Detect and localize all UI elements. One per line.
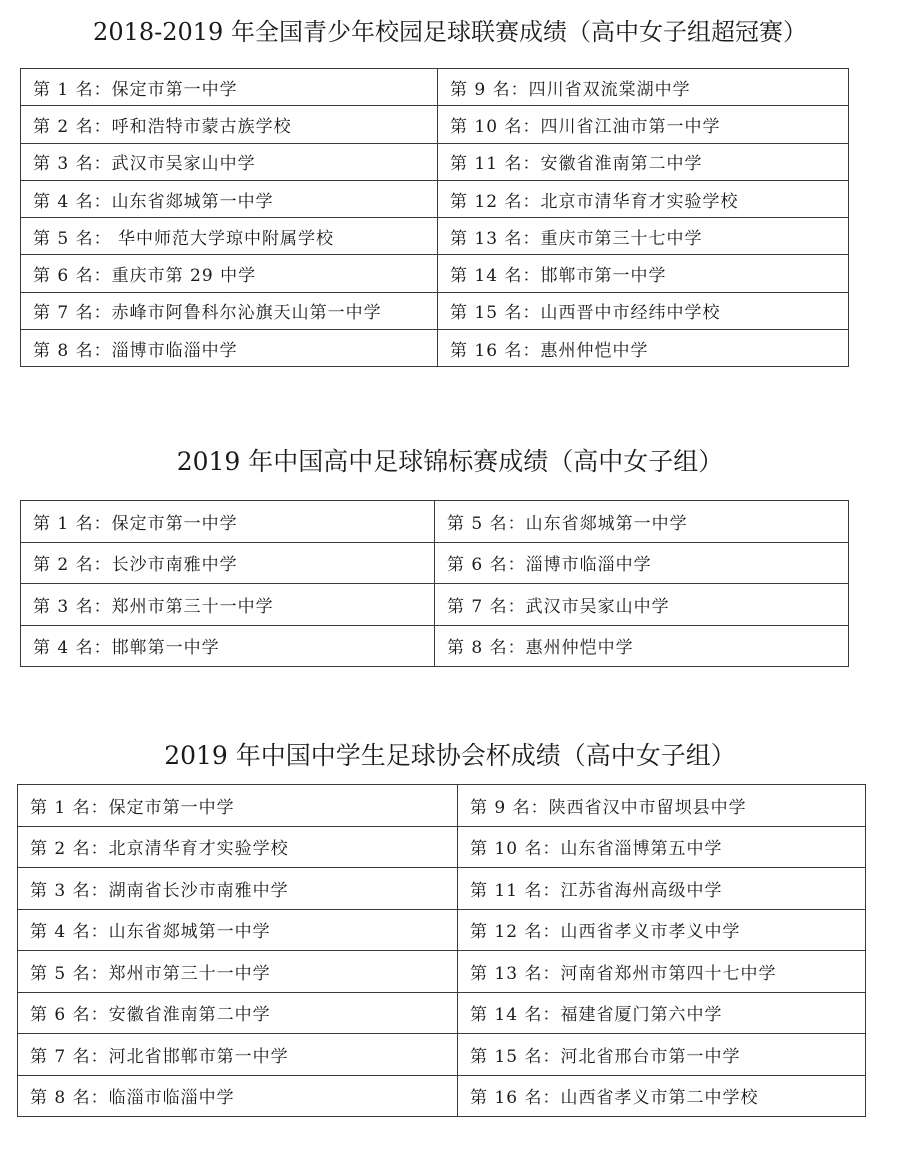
ranking-cell: 第 3 名：湖南省长沙市南雅中学 (18, 868, 458, 910)
ranking-cell: 第 2 名：长沙市南雅中学 (21, 542, 435, 584)
ranking-cell: 第 1 名：保定市第一中学 (21, 69, 438, 106)
ranking-cell: 第 4 名：邯郸第一中学 (21, 625, 435, 667)
table-row (18, 1075, 866, 1117)
ranking-cell: 第 8 名：惠州仲恺中学 (435, 625, 849, 667)
section-title-school-league: 2018-2019 年全国青少年校园足球联赛成绩（高中女子组超冠赛） (93, 18, 807, 46)
table-row (21, 501, 849, 543)
ranking-cell: 第 4 名：山东省郯城第一中学 (21, 180, 438, 217)
section-title-fa-cup: 2019 年中国中学生足球协会杯成绩（高中女子组） (164, 741, 736, 770)
ranking-cell: 第 3 名：武汉市吴家山中学 (21, 143, 438, 180)
table-row (21, 625, 849, 667)
ranking-cell: 第 5 名： 华中师范大学琼中附属学校 (21, 218, 438, 255)
table-row (21, 180, 849, 217)
ranking-cell: 第 6 名：重庆市第 29 中学 (21, 255, 438, 292)
table-row (21, 143, 849, 180)
table-row (18, 826, 866, 868)
ranking-cell: 第 12 名：北京市清华育才实验学校 (438, 180, 849, 217)
table-row (21, 218, 849, 255)
ranking-cell: 第 1 名：保定市第一中学 (18, 785, 458, 827)
ranking-cell: 第 2 名：呼和浩特市蒙古族学校 (21, 106, 438, 143)
table-row (21, 542, 849, 584)
ranking-cell: 第 10 名：山东省淄博第五中学 (458, 826, 866, 868)
ranking-cell: 第 15 名：河北省邢台市第一中学 (458, 1034, 866, 1076)
ranking-cell: 第 8 名：临淄市临淄中学 (18, 1075, 458, 1117)
ranking-cell: 第 11 名：江苏省海州高级中学 (458, 868, 866, 910)
ranking-cell: 第 9 名：四川省双流棠湖中学 (438, 69, 849, 106)
ranking-cell: 第 9 名：陕西省汉中市留坝县中学 (458, 785, 866, 827)
ranking-cell: 第 14 名：福建省厦门第六中学 (458, 992, 866, 1034)
results-table-high-school-championship (20, 500, 849, 667)
table-row (18, 1034, 866, 1076)
table-row (21, 255, 849, 292)
ranking-cell: 第 7 名：河北省邯郸市第一中学 (18, 1034, 458, 1076)
ranking-cell: 第 5 名：郑州市第三十一中学 (18, 951, 458, 993)
ranking-cell: 第 8 名：淄博市临淄中学 (21, 330, 438, 367)
table-row (18, 951, 866, 993)
results-table-fa-cup (17, 784, 866, 1117)
ranking-cell: 第 6 名：淄博市临淄中学 (435, 542, 849, 584)
section-title-high-school-championship: 2019 年中国高中足球锦标赛成绩（高中女子组） (176, 447, 724, 476)
table-row (21, 106, 849, 143)
ranking-cell: 第 2 名：北京清华育才实验学校 (18, 826, 458, 868)
ranking-cell: 第 14 名：邯郸市第一中学 (438, 255, 849, 292)
table-row (21, 292, 849, 329)
ranking-cell: 第 10 名：四川省江油市第一中学 (438, 106, 849, 143)
ranking-cell: 第 7 名：赤峰市阿鲁科尔沁旗天山第一中学 (21, 292, 438, 329)
table-row (18, 785, 866, 827)
ranking-cell: 第 6 名：安徽省淮南第二中学 (18, 992, 458, 1034)
table-row (21, 330, 849, 367)
table-row (21, 584, 849, 626)
ranking-cell: 第 12 名：山西省孝义市孝义中学 (458, 909, 866, 951)
ranking-cell: 第 11 名：安徽省淮南第二中学 (438, 143, 849, 180)
table-row (21, 69, 849, 106)
ranking-cell: 第 13 名：重庆市第三十七中学 (438, 218, 849, 255)
ranking-cell: 第 7 名：武汉市吴家山中学 (435, 584, 849, 626)
results-table-school-league (20, 68, 849, 367)
ranking-cell: 第 5 名：山东省郯城第一中学 (435, 501, 849, 543)
ranking-cell: 第 4 名：山东省郯城第一中学 (18, 909, 458, 951)
table-row (18, 868, 866, 910)
ranking-cell: 第 1 名：保定市第一中学 (21, 501, 435, 543)
ranking-cell: 第 13 名：河南省郑州市第四十七中学 (458, 951, 866, 993)
ranking-cell: 第 16 名：山西省孝义市第二中学校 (458, 1075, 866, 1117)
ranking-cell: 第 16 名：惠州仲恺中学 (438, 330, 849, 367)
table-row (18, 992, 866, 1034)
table-row (18, 909, 866, 951)
ranking-cell: 第 3 名：郑州市第三十一中学 (21, 584, 435, 626)
ranking-cell: 第 15 名：山西晋中市经纬中学校 (438, 292, 849, 329)
